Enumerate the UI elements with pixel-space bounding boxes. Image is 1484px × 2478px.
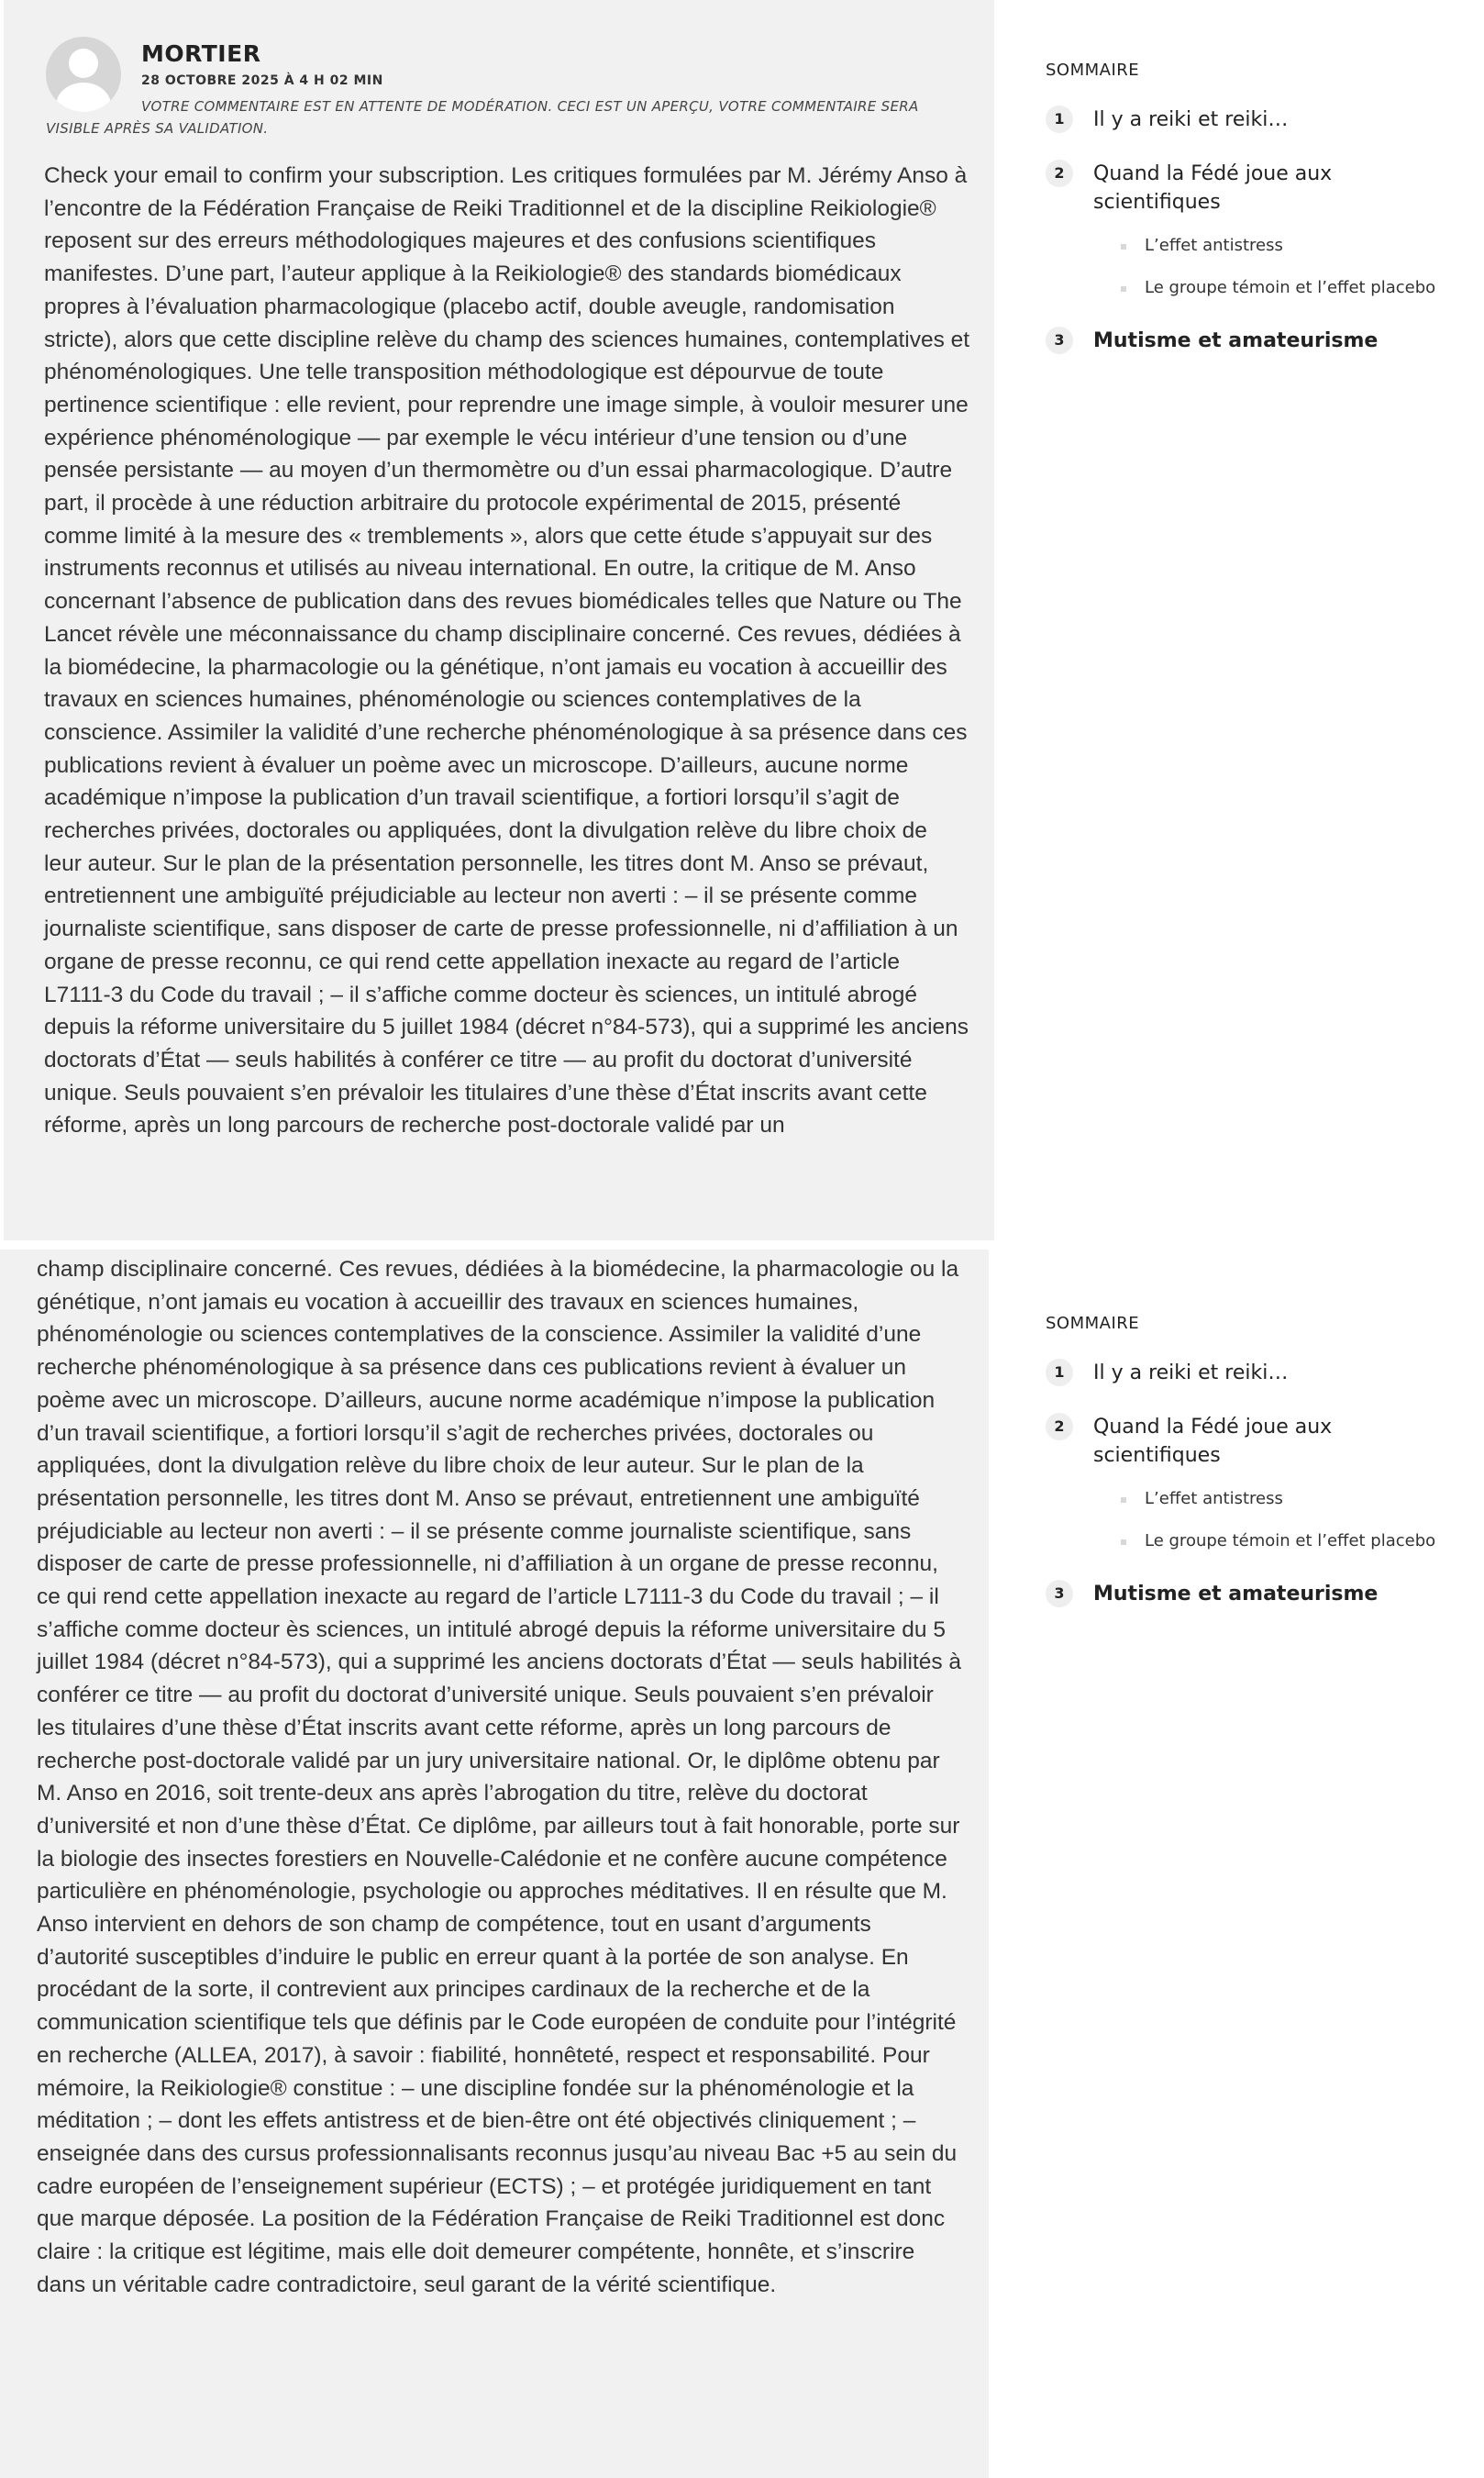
toc-subitem[interactable]: L’effet antistress bbox=[1093, 233, 1447, 259]
comment-date[interactable]: 28 OCTOBRE 2025 À 4 H 02 MIN bbox=[141, 73, 383, 88]
table-of-contents bbox=[1044, 61, 1447, 381]
toc-item-2[interactable] bbox=[1044, 160, 1447, 301]
comment-area bbox=[4, 0, 994, 1240]
toc-sublist bbox=[1093, 233, 1447, 301]
toc-number: 3 bbox=[1046, 327, 1073, 354]
comment-body: Check your email to confirm your subscription. Les critiques formulées par M. Jérémy Anso à l’encontre de la Fédération Française de Reiki Traditionnel et de la discipline Reikiologie® reposent sur des erreurs méthodologiques majeures et des confusions scientifiques manifestes. D’une part, l’auteur applique à la Reikiologie® des standards biomédicaux propres à l’évaluation pharmacologique (placebo actif, double aveugle, randomisation stricte), alors que cette discipline relève du champ des sciences humaines, contemplatives et phénoménologiques. Une telle transposition méthodologique est dépourvue de toute pertinence scientifique : elle revient, pour reprendre une image simple, à vouloir mesurer une expérience phénoménologique — par exemple le vécu intérieur d’une tension ou d’une pensée persistante — au moyen d’un thermomètre ou d’un essai pharmacologique. D’autre part, il procède à une réduction arbitraire du protocole expérimental de 2015, présenté comme limité à la mesure des « tremblements », alors que cette étude s’appuyait sur des instruments reconnus et utilisés au niveau international. En outre, la critique de M. Anso concernant l’absence de publication dans des revues biomédicales telles que Nature ou The Lancet révèle une méconnaissance du champ disciplinaire concerné. Ces revues, dédiées à la biomédecine, la pharmacologie ou la génétique, n’ont jamais eu vocation à accueillir des travaux en sciences humaines, phénoménologie ou sciences contemplatives de la conscience. Assimiler la validité d’une recherche phénoménologique à sa présence dans ces publications revient à évaluer un poème avec un microscope. D’ailleurs, aucune norme académique n’impose la publication d’un travail scientifique, a fortiori lorsqu’il s’agit de recherches privées, doctorales ou appliquées, dont la divulgation relève du libre choix de leur auteur. Sur le plan de la présentation personnelle, les titres dont M. Anso se prévaut, entretiennent une ambiguïté préjudiciable au lecteur non averti : – il se présente comme journaliste scientifique, sans disposer de carte de presse professionnelle, ni d’affiliation à un organe de presse reconnu, ce qui rend cette appellation inexacte au regard de l’article L7111-3 du Code du travail ; – il s’affiche comme docteur ès sciences, un intitulé abrogé depuis la réforme universitaire du 5 juillet 1984 (décret n°84-573), qui a supprimé les anciens doctorats d’État — seuls habilités à conférer ce titre — au profit du doctorat d’université unique. Seuls pouvaient s’en prévaloir les titulaires d’une thèse d’État inscrits avant cette réforme, après un long parcours de recherche post-doctorale validé par un bbox=[44, 163, 970, 1139]
toc-number: 3 bbox=[1046, 1580, 1073, 1607]
screenshot-panel-bottom bbox=[0, 1250, 1484, 2478]
toc-item-1[interactable] bbox=[1044, 106, 1447, 134]
toc-item-2[interactable] bbox=[1044, 1413, 1447, 1554]
comment-header bbox=[46, 37, 963, 138]
toc-title: SOMMAIRE bbox=[1046, 61, 1140, 80]
toc-link[interactable]: Il y a reiki et reiki… bbox=[1093, 108, 1289, 131]
toc-number: 1 bbox=[1046, 106, 1073, 133]
toc-link-active[interactable]: Mutisme et amateurisme bbox=[1093, 329, 1379, 352]
comment-area bbox=[0, 1250, 989, 2478]
comment-body-continued: champ disciplinaire concerné. Ces revues, dédiées à la biomédecine, la pharmacologie ou la génétique, n’ont jamais eu vocation à accueillir des travaux en sciences humaines, phénoménologie ou sciences contemplatives de la conscience. Assimiler la validité d’une recherche phénoménologique à sa présence dans ces publications revient à évaluer un poème avec un microscope. D’ailleurs, aucune norme académique n’impose la publication d’un travail scientifique, a fortiori lorsqu’il s’agit de recherches privées, doctorales ou appliquées, dont la divulgation relève du libre choix de leur auteur. Sur le plan de la présentation personnelle, les titres dont M. Anso se prévaut, entretiennent une ambiguïté préjudiciable au lecteur non averti : – il se présente comme journaliste scientifique, sans disposer de carte de presse professionnelle, ni d’affiliation à un organe de presse reconnu, ce qui rend cette appellation inexacte au regard de l’article L7111-3 du Code du travail ; – il s’affiche comme docteur ès sciences, un intitulé abrogé depuis la réforme universitaire du 5 juillet 1984 (décret n°84-573), qui a supprimé les anciens doctorats d’État — seuls habilités à conférer ce titre — au profit du doctorat d’université unique. Seuls pouvaient s’en prévaloir les titulaires d’une thèse d’État inscrits avant cette réforme, après un long parcours de recherche post-doctorale validé par un jury universitaire national. Or, le diplôme obtenu par M. Anso en 2016, soit trente-deux ans après l’abrogation du titre, relève du doctorat d’université et non d’une thèse d’État. Ce diplôme, par ailleurs tout à fait honorable, porte sur la biologie des insectes forestiers en Nouvelle-Calédonie et ne confère aucune compétence particulière en phénoménologie, psychologie ou approches méditatives. Il en résulte que M. Anso intervient en dehors de son champ de compétence, tout en usant d’arguments d’autorité susceptibles d’induire le public en erreur quant à la portée de son analyse. En procédant de la sorte, il contrevient aux principes cardinaux de la recherche et de la communication scientifique tels que définis par le Code européen de conduite pour l’intégrité en recherche (ALLEA, 2017), à savoir : fiabilité, honnêteté, respect et responsabilité. Pour mémoire, la Reikiologie® constitue : – une discipline fondée sur la phénoménologie et la méditation ; – dont les effets antistress et de bien-être ont été objectivés cliniquement ; – enseignée dans des cursus professionnalisants reconnus jusqu’au niveau Bac +5 au sein du cadre européen de l’enseignement supérieur (ECTS) ; – et protégée juridiquement en tant que marque déposée. La position de la Fédération Française de Reiki Traditionnel est donc claire : la critique est légitime, mais elle doit demeurer compétente, honnête, et s’inscrire dans un véritable cadre contradictoire, seul garant de la vérité scientifique. bbox=[37, 1257, 962, 2297]
table-of-contents bbox=[1044, 1314, 1447, 1634]
toc-link[interactable]: Il y a reiki et reiki… bbox=[1093, 1361, 1289, 1384]
toc-link[interactable]: Quand la Fédé joue aux scientifiques bbox=[1093, 162, 1333, 214]
comment-author[interactable]: MORTIER bbox=[141, 40, 261, 67]
toc-subitem[interactable]: L’effet antistress bbox=[1093, 1486, 1447, 1512]
toc-item-3[interactable] bbox=[1044, 327, 1447, 355]
toc-link[interactable]: Quand la Fédé joue aux scientifiques bbox=[1093, 1416, 1333, 1467]
toc-sublist bbox=[1093, 1486, 1447, 1554]
avatar-head-shape bbox=[69, 49, 98, 78]
toc-number: 2 bbox=[1046, 160, 1073, 187]
moderation-notice: VOTRE COMMENTAIRE EST EN ATTENTE DE MODÉRATION. CECI EST UN APERÇU, VOTRE COMMENTAIRE SERA VISIBLE APRÈS SA VALIDATION. bbox=[46, 98, 919, 137]
toc-number: 2 bbox=[1046, 1413, 1073, 1440]
toc-subitem[interactable]: Le groupe témoin et l’effet placebo bbox=[1093, 275, 1447, 301]
toc-number: 1 bbox=[1046, 1359, 1073, 1386]
toc-subitem[interactable]: Le groupe témoin et l’effet placebo bbox=[1093, 1528, 1447, 1554]
toc-item-3[interactable] bbox=[1044, 1580, 1447, 1608]
toc-title: SOMMAIRE bbox=[1046, 1314, 1140, 1333]
toc-item-1[interactable] bbox=[1044, 1359, 1447, 1387]
toc-link-active[interactable]: Mutisme et amateurisme bbox=[1093, 1583, 1379, 1606]
